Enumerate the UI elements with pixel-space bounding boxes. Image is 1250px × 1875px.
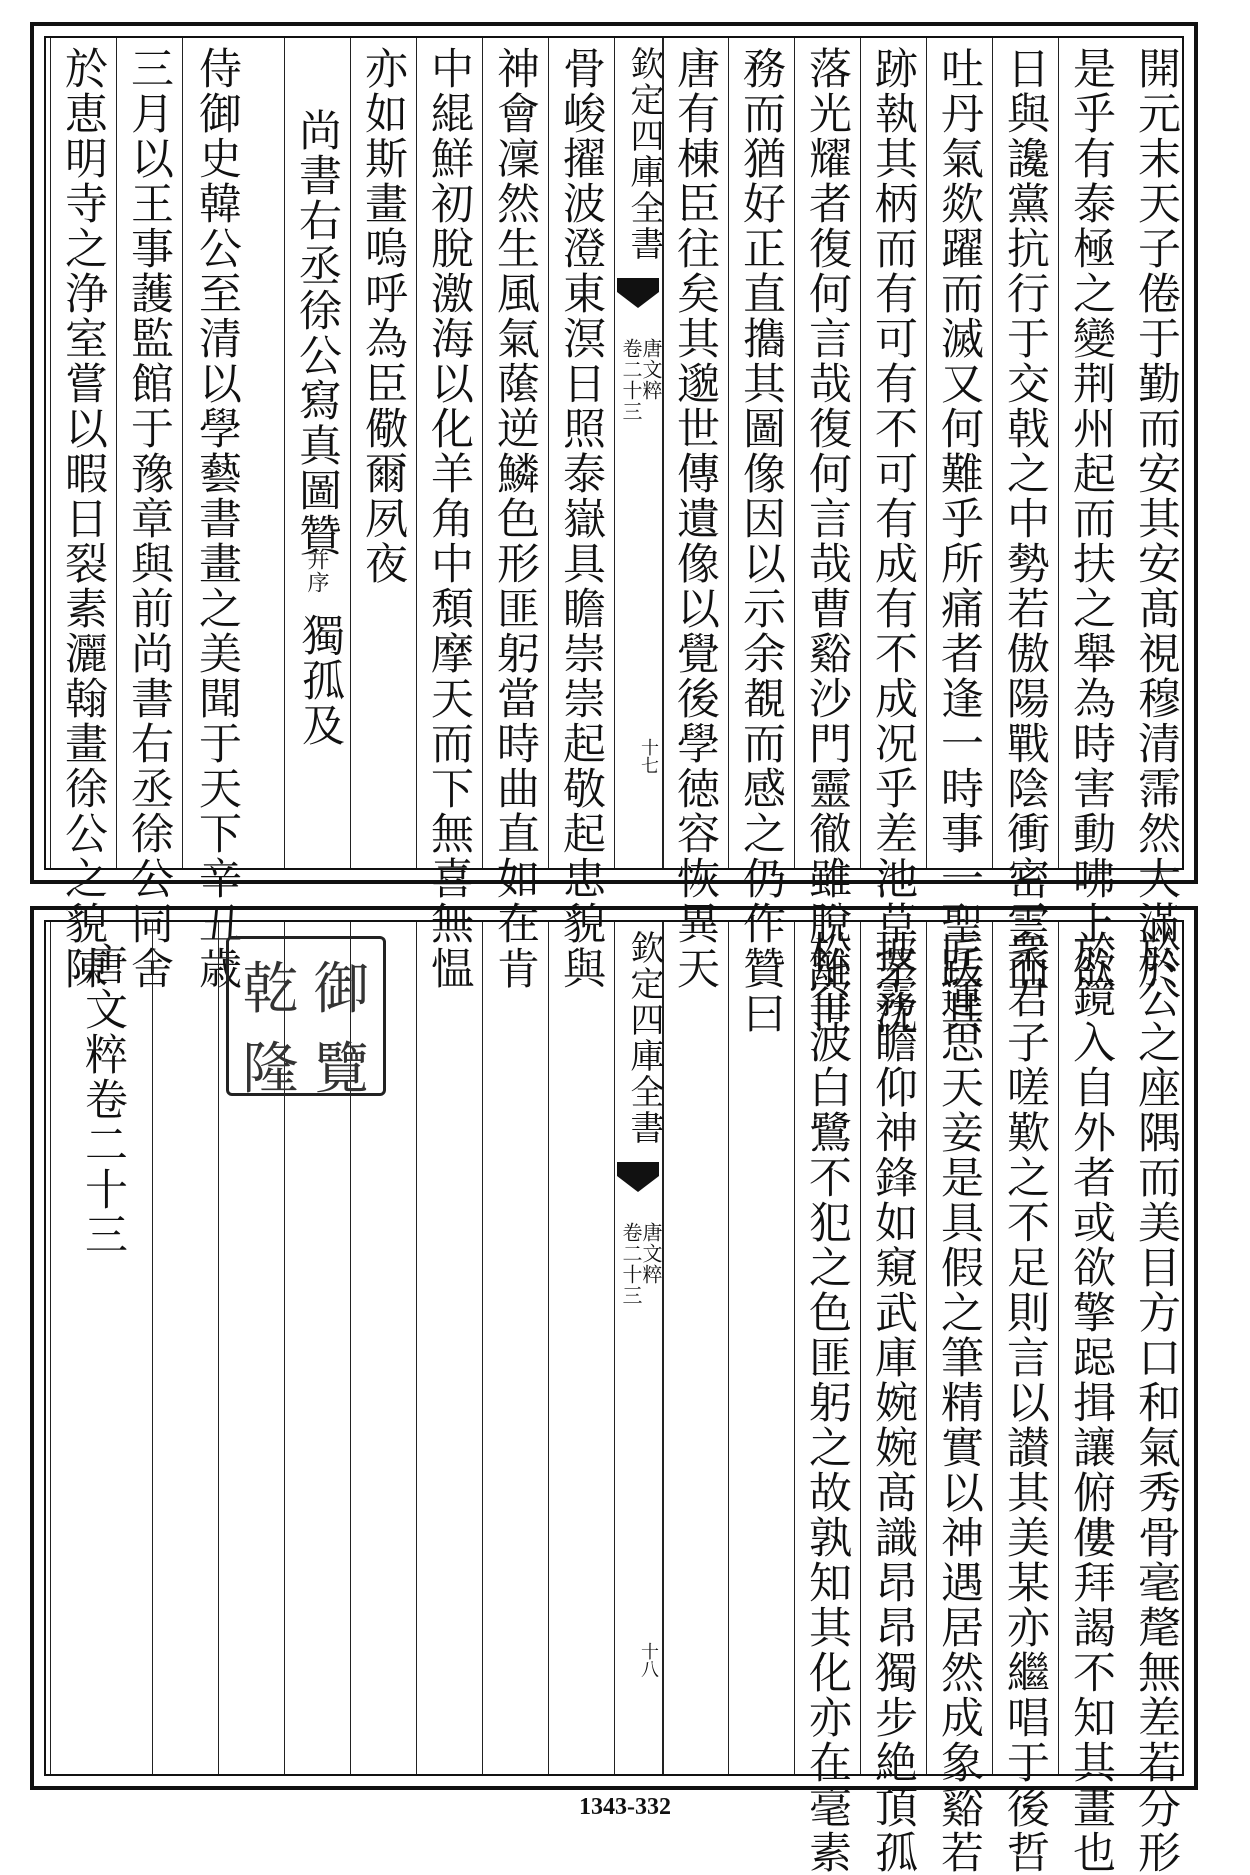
text-column (1058, 38, 1125, 991)
text-line: 神會凜然生風氣䕃逆鱗色形匪躬當時曲直如在肯 (490, 46, 540, 991)
seal-char: 御 (313, 957, 370, 1022)
text-column (794, 922, 861, 1875)
text-column (548, 38, 615, 991)
text-column (926, 922, 993, 1875)
end-title-column (50, 922, 153, 1774)
text-line: 披霧瞻仰神鋒如窺武庫婉婉髙識昂昂獨步絶頂孤 (868, 930, 918, 1875)
text-line: 跡執其柄而有可有不可有成有不成况乎差池草茅沈 (868, 46, 918, 1036)
text-column (1124, 38, 1192, 991)
empty-column (728, 922, 795, 1774)
empty-column (482, 922, 549, 1774)
text-column (50, 38, 117, 991)
fold-header: 欽定四庫全書 (624, 46, 664, 262)
fold-header: 欽定四庫全書 (624, 930, 664, 1146)
fold-volume: 卷二十三 (619, 1222, 643, 1306)
fold-title: 唐文粹 (639, 338, 663, 401)
text-column (926, 38, 993, 1036)
text-column (116, 38, 183, 991)
empty-column (152, 922, 219, 1774)
text-line: 務而猶好正直㩦其圖像因以示余覩而感之仍作贊曰 (736, 46, 786, 1036)
text-column (860, 38, 927, 1036)
fold-title: 唐文粹 (639, 1222, 663, 1285)
text-column (662, 38, 729, 991)
text-column (1058, 922, 1125, 1875)
fold-page-number: 十七 (638, 738, 659, 774)
text-line: 三月以王事䕶監館于豫章與前尚書右丞徐公同舍 (124, 46, 174, 991)
seal-char: 隆 (242, 1037, 299, 1102)
fold-page-number: 十八 (638, 1642, 659, 1678)
text-column (182, 38, 253, 991)
end-title: 唐文粹卷二十三 (78, 942, 128, 1257)
text-column (350, 38, 417, 868)
seal-char: 乾 (242, 957, 299, 1022)
fish-tail-mark (617, 278, 659, 292)
text-column (992, 922, 1059, 1875)
fold-strip (614, 922, 664, 1774)
text-line: 中緄鮮初脫激海以化羊角中頽摩天而下無喜無愠 (424, 46, 474, 991)
text-line: 日與讒黨抗行于交戟之中勢若傲陽戰陰衝密雲而 (1000, 46, 1050, 991)
author-name: 獨孤及 (295, 613, 345, 748)
top-page-frame (44, 36, 1184, 1036)
imperial-seal (226, 936, 386, 1102)
text-column (1124, 922, 1192, 1875)
page-footer-number: 1343-332 (579, 1794, 671, 1820)
empty-column (548, 922, 615, 1774)
seal-char: 覽 (313, 1037, 370, 1102)
text-line: 於公之座隅而美目方口和氣秀骨毫氂無差若分形 (1131, 930, 1181, 1875)
empty-column (662, 922, 729, 1774)
text-line: 開元末天子倦于勤而安其安髙視穆清霈然大滿於 (1131, 46, 1181, 991)
text-line: 骨峻擢波澄東溟日照泰嶽具瞻崇崇起敬起忠貌與 (556, 46, 606, 991)
text-line: 松空波白鷺不犯之色匪躬之故孰知其化亦在毫素 (802, 930, 852, 1875)
text-line: 落光耀者復何言哉復何言哉曹谿沙門靈徹雖脫離世 (802, 46, 852, 1036)
text-line: 是乎有泰極之變荆州起而扶之舉為時害動咈上欲 (1066, 46, 1116, 991)
text-line: 侍御史韓公至清以學藝書畫之美聞于天下辛丑歳 (192, 46, 242, 991)
text-line: 唐有棟臣往矣其邈世傳遺像以覺後學徳容恢異天 (670, 46, 720, 991)
fold-strip (614, 38, 664, 868)
text-column (860, 922, 927, 1875)
text-line: 衆君子嗟歎之不足則言以讃其美某亦繼唱于後哲 (1000, 930, 1050, 1875)
essay-title: 尚書右丞徐公寫真圖贊 (292, 108, 342, 558)
text-column (992, 38, 1059, 991)
top-page-panel (30, 22, 1198, 1036)
text-line: 匠運思天妾是具假之筆精實以神遇居然成象谿若 (934, 930, 984, 1875)
text-line: 於恵明寺之浄室嘗以暇日裂素灑翰畫徐公之貌陳 (58, 46, 108, 991)
empty-column (416, 922, 483, 1774)
text-line: 吐丹氣欻躍而滅又何難乎所痛者逢一時事一聖䟦其 (934, 46, 984, 1036)
text-column (794, 38, 861, 1036)
text-line: 於鏡入自外者或欲擎跽揖讓俯僂拜謁不知其畫也 (1066, 930, 1116, 1875)
preface-note: 并序 (304, 548, 329, 594)
fold-volume: 卷二十三 (619, 338, 643, 422)
text-line: 亦如斯畫嗚呼為臣儆爾夙夜 (358, 46, 408, 586)
text-column (728, 38, 795, 1036)
fish-tail-mark (617, 1162, 659, 1176)
text-column (482, 38, 549, 991)
text-column (416, 38, 483, 991)
